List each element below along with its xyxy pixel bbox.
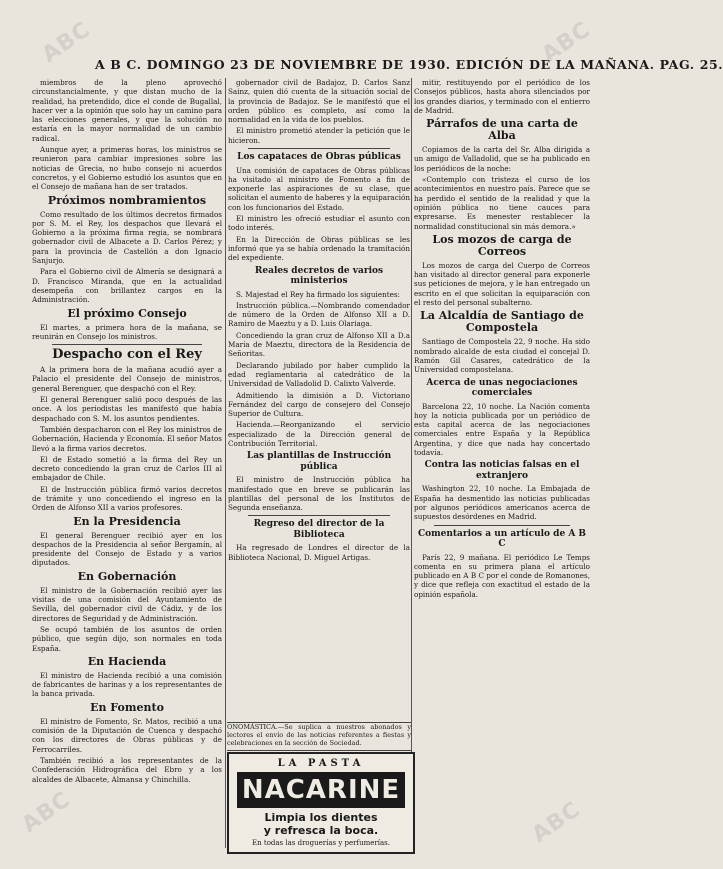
paragraph: A la primera hora de la mañana acudió ayer a Palacio el presidente del Consejo de ministros, general Berenguer, que despachó con el Rey. — [32, 365, 222, 393]
paragraph: El ministro de Instrucción pública ha manifestado que en breve se publicarán las plantillas del personal de los Institutos de Segunda enseñanza. — [228, 475, 410, 513]
ad-slogan-2: y refresca la boca. — [263, 824, 379, 837]
rule — [434, 525, 570, 526]
headline-hacienda: En Hacienda — [87, 654, 167, 668]
headline-santiago: La Alcaldía de Santiago de Compostela — [420, 309, 584, 335]
headline-correos: Los mozos de carga de Correos — [432, 232, 572, 258]
paragraph: Admitiendo la dimisión a D. Victoriano Fernández del cargo de consejero del Consejo Superior de Cultura. — [228, 390, 410, 419]
ad-slogan-1: Limpia los dientes — [264, 811, 378, 824]
abc-watermark: ABC — [37, 17, 96, 68]
paragraph: Instrucción pública.—Nombrando comendador de número de la Orden de Alfonso XII a D. Ramiro de Maeztu y a D. Luis Olariaga. — [228, 300, 410, 329]
paragraph: En la Dirección de Obras públicas se les informó que ya se había ordenado la tramitación del expediente. — [228, 234, 410, 263]
paragraph: El ministro les ofreció estudiar el asunto con todo interés. — [228, 214, 410, 233]
column-divider — [411, 78, 412, 848]
paragraph: El de Instrucción pública firmó varios decretos de trámite y uno concediendo el ingreso en la Orden de Alfonso XII a varios profesores. — [32, 484, 222, 513]
paragraph: También despacharon con el Rey los ministros de Gobernación, Hacienda y Economía. El señor Matos llevó a la firma varios decretos. — [32, 424, 222, 453]
paragraph: El ministro prometió atender la petición que le hicieron. — [228, 126, 410, 145]
paragraph: Declarando jubilado por haber cumplido la edad reglamentaria al catedrático de la Universidad de Valladolid D. Calixto Valverde. — [228, 360, 410, 389]
paragraph: Los mozos de carga del Cuerpo de Correos han visitado al director general para exponerle sus peticiones de mejora, y le han entregado un escrito en el que solicitan la equiparación con el resto del personal subalterno. — [414, 260, 590, 308]
paragraph: El ministro de Fomento, Sr. Matos, recibió a una comisión de la Diputación de Cuenca y despachó con los directores de Obras públicas y de Ferrocarriles. — [32, 716, 222, 754]
onomastica-notice: ONOMÁSTICA.—Se suplica a nuestros abonados y lectores el envío de las noticias referentes a fiestas y celebraciones en la sección de Sociedad. — [227, 722, 411, 751]
headline-despacho: Despacho con el Rey — [52, 347, 202, 363]
paragraph: El de Estado sometió a la firma del Rey un decreto concediendo la gran cruz de Carlos III al embajador de Chile. — [32, 454, 222, 483]
paragraph: París 22, 9 mañana. El periódico Le Temps comenta en su primera plana el artículo publicado en A B C por el conde de Romanones, y dice que refleja con exactitud el estado de la opinión española. — [414, 552, 590, 599]
paragraph: El ministro de Hacienda recibió a una comisión de fabricantes de harinas y a los representantes de la banca privada. — [32, 670, 222, 699]
rule — [52, 344, 202, 345]
paragraph: Para el Gobierno civil de Almería se designará a D. Francisco Miranda, que en la actualidad desempeña con brillantez cargos en la Administración. — [32, 267, 222, 305]
paragraph: S. Majestad el Rey ha firmado los siguientes: — [236, 289, 400, 299]
abc-watermark: ABC — [527, 797, 586, 848]
paragraph: El general Berenguer salió poco después de las once. A los periodistas les manifestó que había despachado con S. M. los asuntos pendientes. — [32, 395, 222, 423]
headline-fomento: En Fomento — [90, 700, 164, 714]
paragraph: mitir, restituyendo por el periódico de los Consejos públicos, hasta ahora silenciados por los grandes diarios, y terminado con el entierro de Madrid. — [414, 78, 590, 115]
ad-top-label: LA PASTA — [277, 758, 365, 769]
headline-comentarios: Comentarios a un artículo de A B C — [417, 528, 587, 549]
paragraph: Hacienda.—Reorganizando el servicio especializado de la Dirección general de Contribución Territorial. — [228, 420, 410, 448]
paragraph: miembros de la pleno aprovechó circunstancialmente, y que distan mucho de la realidad, ha pretendido, dice el conde de Bugallal, hacer ver a la opinión que solo hay un camino para las elecciones generales, y que la solución no estaría en la mayor normalidad de un cambio radical. — [32, 78, 222, 143]
headline-negociaciones: Acerca de unas negociaciones comerciales — [426, 377, 578, 399]
paragraph: gobernador civil de Badajoz, D. Carlos Sanz Sainz, quien dió cuenta de la situación social de la provincia de Badajoz. Se le manifestó que el orden público es completo, así como la normalidad en la vida de los pueblos. — [228, 78, 410, 125]
advertisement-nacarine — [227, 752, 415, 854]
paragraph: Santiago de Compostela 22, 9 noche. Ha sido nombrado alcalde de esta ciudad el concejal D. Ramón Gil Casares, catedrático de la Universidad compostelana. — [414, 337, 590, 375]
headline-presidencia: En la Presidencia — [73, 514, 181, 528]
column-right — [414, 78, 590, 848]
paragraph: Como resultado de los últimos decretos firmados por S. M. el Rey, los despachos que llevará el Gobierno a la próxima firma regia, se nombrará gobernador civil de Albacete a D. Carlos Pérez; y para la provincia de Castellón a don Ignacio Sanjurjo. — [32, 209, 222, 266]
paragraph: Concediendo la gran cruz de Alfonso XII a D.a María de Maeztu, directora de la Residencia de Señoritas. — [228, 330, 410, 359]
headline-regreso: Regreso del director de la Biblioteca — [253, 519, 385, 540]
rule — [248, 515, 390, 516]
paragraph: Se ocupó también de los asuntos de orden público, que según dijo, son normales en toda España. — [32, 624, 222, 653]
paragraph: Barcelona 22, 10 noche. La Nación comenta hoy la noticia publicada por un periódico de esta capital acerca de las negociaciones comerciales entre España y la República Argentina, y dice que nada hay concertado todavía. — [414, 401, 590, 458]
rule — [248, 148, 390, 149]
abc-watermark: ABC — [537, 17, 596, 68]
paragraph: Copiamos de la carta del Sr. Alba dirigida a un amigo de Valladolid, que se ha publicado en los periódicos de la noche: — [414, 145, 590, 173]
paragraph: El ministro de la Gobernación recibió ayer las visitas de una comisión del Ayuntamiento de Sevilla, del gobernador civil de Cádiz, y de los directores de Seguridad y de Administración. — [32, 585, 222, 623]
headline-alba: Párrafos de una carta de Alba — [426, 117, 578, 143]
paragraph: Ha regresado de Londres el director de la Biblioteca Nacional, D. Miguel Artigas. — [228, 543, 410, 562]
abc-watermark: ABC — [17, 787, 76, 838]
ad-footer: En todas las droguerías y perfumerías. — [252, 839, 390, 847]
paragraph: El general Berenguer recibió ayer en los despachos de la Presidencia al señor Bergamín, al presidente del Consejo de Estado y a varios diputados. — [32, 530, 222, 568]
column-left — [32, 78, 222, 848]
headline-noticias-falsas: Contra las noticias falsas en el extranjero — [424, 460, 580, 481]
ad-brand-name: NACARINE — [237, 772, 405, 808]
headline-gobernacion: En Gobernación — [77, 569, 177, 583]
headline-reales-decretos: Reales decretos de varios ministerios — [254, 265, 384, 287]
headline-plantillas: Las plantillas de Instrucción pública — [246, 451, 392, 472]
headline-nombramientos: Próximos nombramientos — [47, 193, 207, 207]
page-header: A B C. DOMINGO 23 DE NOVIEMBRE DE 1930. EDICIÓN DE LA MAÑANA. PAG. 25. — [95, 57, 723, 72]
paragraph: Una comisión de capataces de Obras públicas ha visitado al ministro de Fomento a fin de exponerle las aspiraciones de su clase, que solicitan el aumento de haberes y la equiparación con los funcionarios del Estado. — [228, 165, 410, 212]
paragraph: Aunque ayer, a primeras horas, los ministros se reunieron para cambiar impresiones sobre las noticias de Grecia, no hubo consejo ni acuerdos concretos, y el Gobierno estudió los asuntos que en el Consejo de mañana han de ser tratados. — [32, 145, 222, 192]
headline-capataces: Los capataces de Obras públicas — [237, 152, 401, 163]
paragraph: El martes, a primera hora de la mañana, se reunirán en Consejo los ministros. — [32, 322, 222, 341]
paragraph: También recibió a los representantes de la Confederación Hidrográfica del Ebro y a los alcaldes de Albacete, Almansa y Chinchilla. — [32, 755, 222, 784]
column-divider — [225, 78, 226, 848]
paragraph: Washington 22, 10 noche. La Embajada de España ha desmentido las noticias publicadas por algunos periódicos americanos acerca de supuestos desórdenes en Madrid. — [414, 484, 590, 522]
headline-consejo: El próximo Consejo — [67, 306, 187, 320]
paragraph: «Contemplo con tristeza el curso de los acontecimientos en nuestro país. Parece que se ha perdido el sentido de la realidad y que la opinión pública no tiene cauces para expresarse. Es menester restablecer la normalidad constitucional sin más demora.» — [414, 175, 590, 231]
